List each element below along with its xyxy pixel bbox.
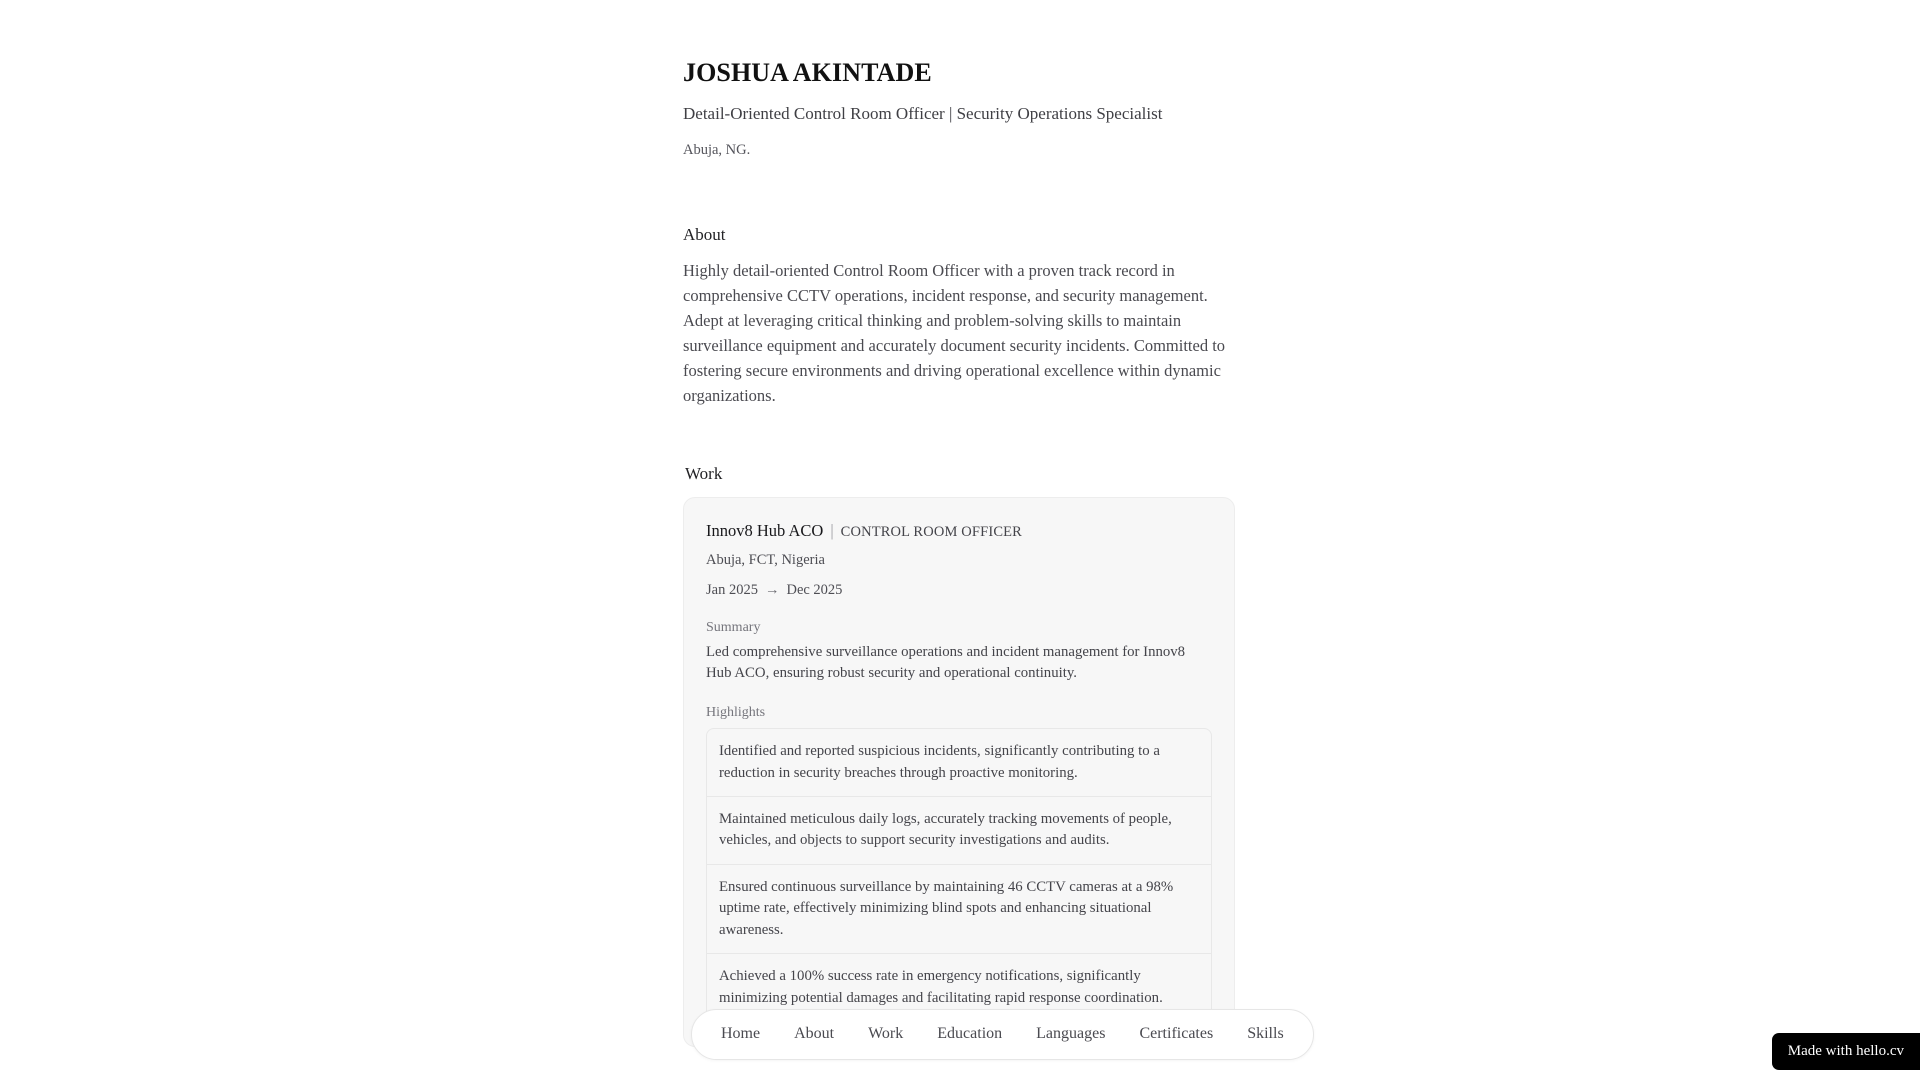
nav-item-skills[interactable]: Skills [1247,1025,1284,1042]
arrow-right-icon: → [764,582,780,599]
work-section [683,463,1235,1047]
highlights-label: Highlights [706,704,766,720]
made-with-badge[interactable]: Made with hello.cv [1772,1033,1920,1070]
job-company: Innov8 Hub ACO [706,521,824,541]
job-separator: | [830,521,834,541]
profile-tagline: Detail-Oriented Control Room Officer | Security Operations Specialist [683,103,1163,123]
nav-item-home[interactable]: Home [721,1025,761,1042]
list-item: Identified and reported suspicious incidents, significantly contributing to a reduction in security breaches through proactive monitoring. [707,729,1211,797]
nav-item-work[interactable]: Work [868,1025,904,1042]
job-start-date: Jan 2025 [706,582,758,599]
job-dates [706,581,1212,600]
nav-item-languages[interactable]: Languages [1036,1025,1106,1042]
about-text: Highly detail-oriented Control Room Officer with a proven track record in comprehensive CCTV operations, incident response, and security management. Adept at leveraging critical thinking and problem-solving skills to maintain surveillance equipment and accurately document security incidents. Committed to fostering secure environments and driving operational excellence within dynamic organizations. [683,260,1226,406]
profile-header [683,0,1235,160]
resume-content-column [683,0,1235,1047]
about-section-title: About [683,224,726,244]
job-end-date: Dec 2025 [786,582,843,599]
highlights-list [706,728,1212,1022]
bottom-navigation-bar[interactable] [691,1009,1314,1060]
list-item: Ensured continuous surveillance by maintaining 46 CCTV cameras at a 98% uptime rate, effectively minimizing blind spots and enhancing situational awareness. [707,865,1211,954]
list-item: Achieved a 100% success rate in emergency notifications, significantly minimizing potential damages and facilitating rapid response coordination. [719,968,1163,1006]
nav-item-certificates[interactable]: Certificates [1139,1025,1214,1042]
nav-item-about[interactable]: About [794,1025,835,1042]
nav-item-education[interactable]: Education [937,1025,1003,1042]
job-role: CONTROL ROOM OFFICER [840,524,1022,541]
job-summary: Led comprehensive surveillance operations and incident management for Innov8 Hub ACO, ensuring robust security and operational continuity. [706,643,1186,682]
work-entry-card [683,497,1235,1047]
profile-location: Abuja, NG. [683,141,751,158]
job-headline [706,520,1212,542]
summary-label: Summary [706,620,761,636]
job-location: Abuja, FCT, Nigeria [706,552,825,569]
page-title: JOSHUA AKINTADE [683,58,932,87]
work-section-title: Work [685,464,723,484]
about-section [683,224,1235,409]
list-item: Maintained meticulous daily logs, accurately tracking movements of people, vehicles, and objects to support security investigations and audits. [707,797,1211,865]
